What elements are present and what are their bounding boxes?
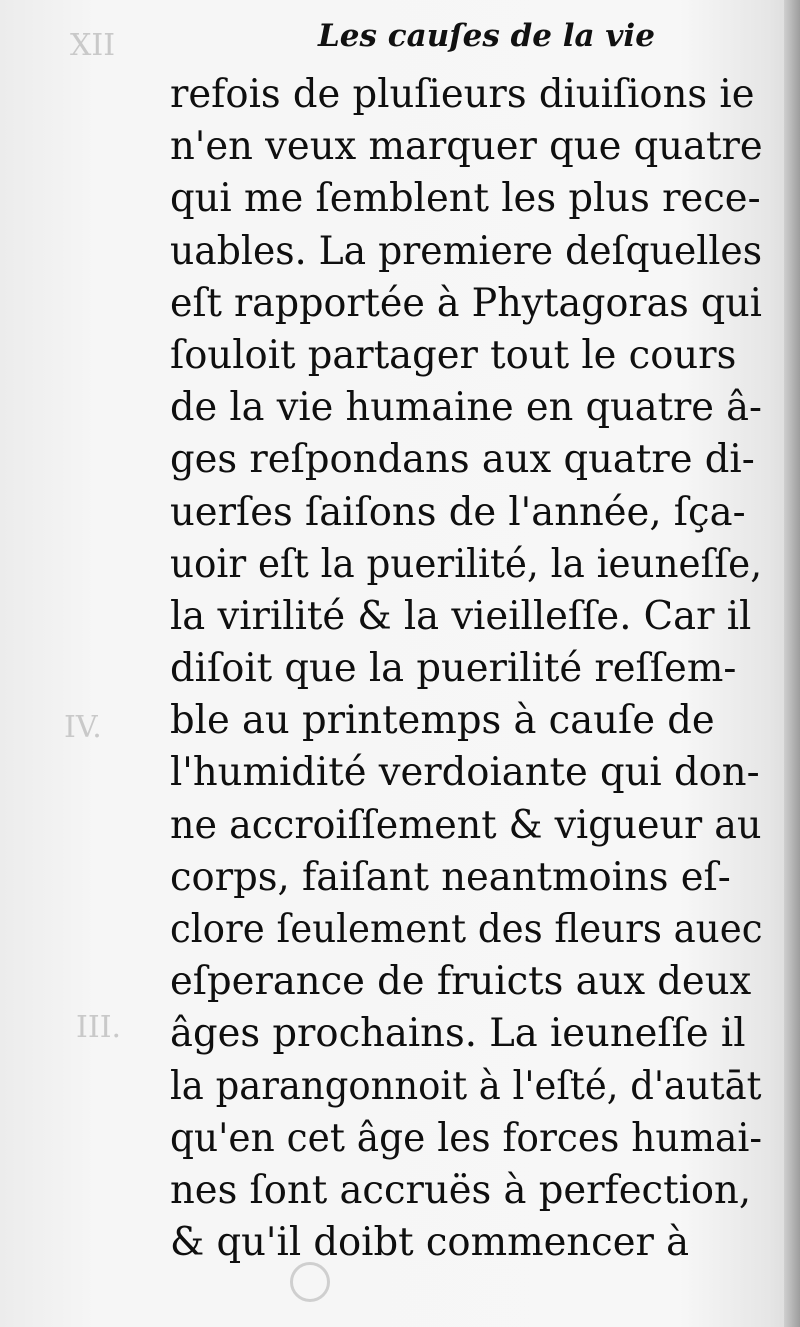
text-line: la parangonnoit à l'eſté, d'autāt [170, 1063, 762, 1109]
text-line: ſouloit partager tout le cours [170, 332, 737, 378]
text-line: l'humidité verdoiante qui don- [170, 750, 760, 796]
body-text [170, 69, 770, 1269]
page-ornament [290, 1262, 330, 1302]
text-line: eſt rapportée à Phytagoras qui [170, 280, 762, 326]
show-through-text: XII [70, 28, 116, 63]
text-line: ges reſpondans aux quatre di- [170, 437, 755, 483]
text-line: la virilité & la vieilleſſe. Car il [170, 593, 752, 639]
text-line: corps, faiſant neantmoins eſ- [170, 854, 731, 900]
text-line: refois de pluſieurs diuiſions ie [170, 72, 755, 117]
text-line: & qu'il doibt commencer à [170, 1220, 690, 1266]
text-line: de la vie humaine en quatre â- [170, 385, 762, 431]
text-line: nes ſont accruës à perfection, [170, 1167, 752, 1213]
text-line: n'en veux marquer que quatre [170, 124, 763, 170]
text-line: qu'en cet âge les forces humai- [170, 1115, 763, 1161]
page-edge-shadow [784, 0, 800, 1327]
text-line: diſoit que la puerilité reſſem- [170, 646, 737, 692]
text-line: clore ſeulement des fleurs auec [170, 907, 763, 952]
text-line: ne accroiſſement & vigueur au [170, 802, 762, 848]
text-line: eſperance de fruicts aux deux [170, 959, 752, 1005]
show-through-text: III. [76, 1010, 122, 1045]
text-line: âges prochains. La ieuneſſe il [170, 1011, 746, 1057]
text-line: uables. La premiere deſquelles [170, 228, 763, 274]
running-head: Les cauſes de la vie [318, 18, 655, 54]
show-through-text: IV. [64, 710, 102, 745]
text-line: qui me ſemblent les plus rece- [170, 176, 761, 222]
text-line: uoir eſt la puerilité, la ieuneſſe, [170, 541, 763, 587]
text-line: uerſes ſaiſons de l'année, ſça- [170, 489, 746, 535]
text-line: ble au printemps à cauſe de [170, 698, 715, 744]
